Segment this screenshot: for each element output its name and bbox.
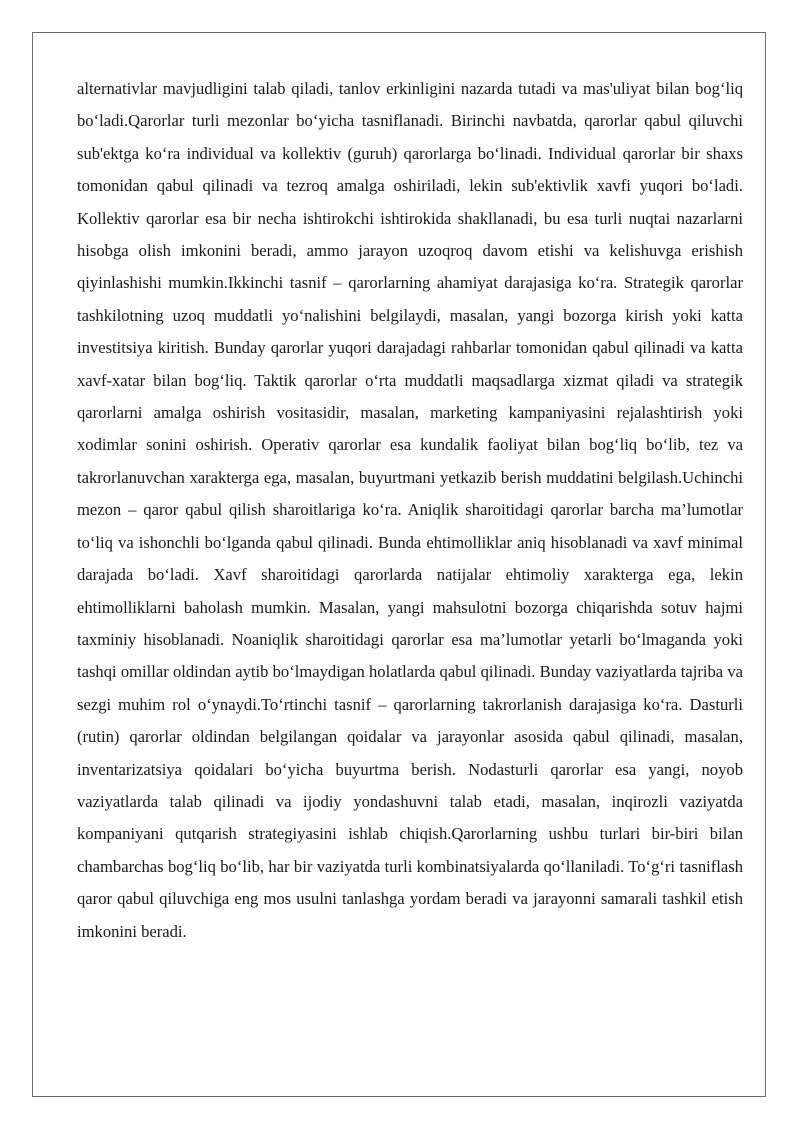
page-border — [32, 32, 766, 1097]
body-paragraph: alternativlar mavjudligini talab qiladi, tanlov erkinligini nazarda tutadi va mas'uliyat bilan bog‘liq bo‘ladi.Qarorlar turli mezonlar bo‘yicha tasniflanadi. Birinchi navbatda, qarorlar qabul qiluvchi sub'ektga ko‘ra individual va kollektiv (guruh) qarorlarga bo‘linadi. Individual qarorlar bir shaxs tomonidan qabul qilinadi va tezroq amalga oshiriladi, lekin sub'ektivlik xavfi yuqori bo‘ladi. Kollektiv qarorlar esa bir necha ishtirokchi ishtirokida shakllanadi, bu esa turli nuqtai nazarlarni hisobga olish imkonini beradi, ammo jarayon uzoqroq davom etishi va kelishuvga erishish qiyinlashishi mumkin.Ikkinchi tasnif – qarorlarning ahamiyat darajasiga ko‘ra. Strategik qarorlar tashkilotning uzoq muddatli yo‘nalishini belgilaydi, masalan, yangi bozorga kirish yoki katta investitsiya kiritish. Bunday qarorlar yuqori darajadagi rahbarlar tomonidan qabul qilinadi va katta xavf-xatar bilan bog‘liq. Taktik qarorlar o‘rta muddatli maqsadlarga xizmat qiladi va strategik qarorlarni amalga oshirish vositasidir, masalan, marketing kampaniyasini rejalashtirish yoki xodimlar sonini oshirish. Operativ qarorlar esa kundalik faoliyat bilan bog‘liq bo‘lib, tez va takrorlanuvchan xarakterga ega, masalan, buyurtmani yetkazib berish muddatini belgilash.Uchinchi mezon – qaror qabul qilish sharoitlariga ko‘ra. Aniqlik sharoitidagi qarorlar barcha ma’lumotlar to‘liq va ishonchli bo‘lganda qabul qilinadi. Bunda ehtimolliklar aniq hisoblanadi va xavf minimal darajada bo‘ladi. Xavf sharoitidagi qarorlarda natijalar ehtimoliy xarakterga ega, lekin ehtimolliklarni baholash mumkin. Masalan, yangi mahsulotni bozorga chiqarishda sotuv hajmi taxminiy hisoblanadi. Noaniqlik sharoitidagi qarorlar esa ma’lumotlar yetarli bo‘lmaganda yoki tashqi omillar oldindan aytib bo‘lmaydigan holatlarda qabul qilinadi. Bunday vaziyatlarda tajriba va sezgi muhim rol o‘ynaydi.To‘rtinchi tasnif – qarorlarning takrorlanish darajasiga ko‘ra. Dasturli (rutin) qarorlar oldindan belgilangan qoidalar va jarayonlar asosida qabul qilinadi, masalan, inventarizatsiya qoidalari bo‘yicha buyurtma berish. Nodasturli qarorlar esa yangi, noyob vaziyatlarda talab qilinadi va ijodiy yondashuvni talab etadi, masalan, inqirozli vaziyatda kompaniyani qutqarish strategiyasini ishlab chiqish.Qarorlarning ushbu turlari bir-biri bilan chambarchas bog‘liq bo‘lib, har bir vaziyatda turli kombinatsiyalarda qo‘llaniladi. To‘g‘ri tasniflash qaror qabul qiluvchiga eng mos usulni tanlashga yordam beradi va jarayonni samarali tashkil etish imkonini beradi. — [77, 79, 743, 941]
